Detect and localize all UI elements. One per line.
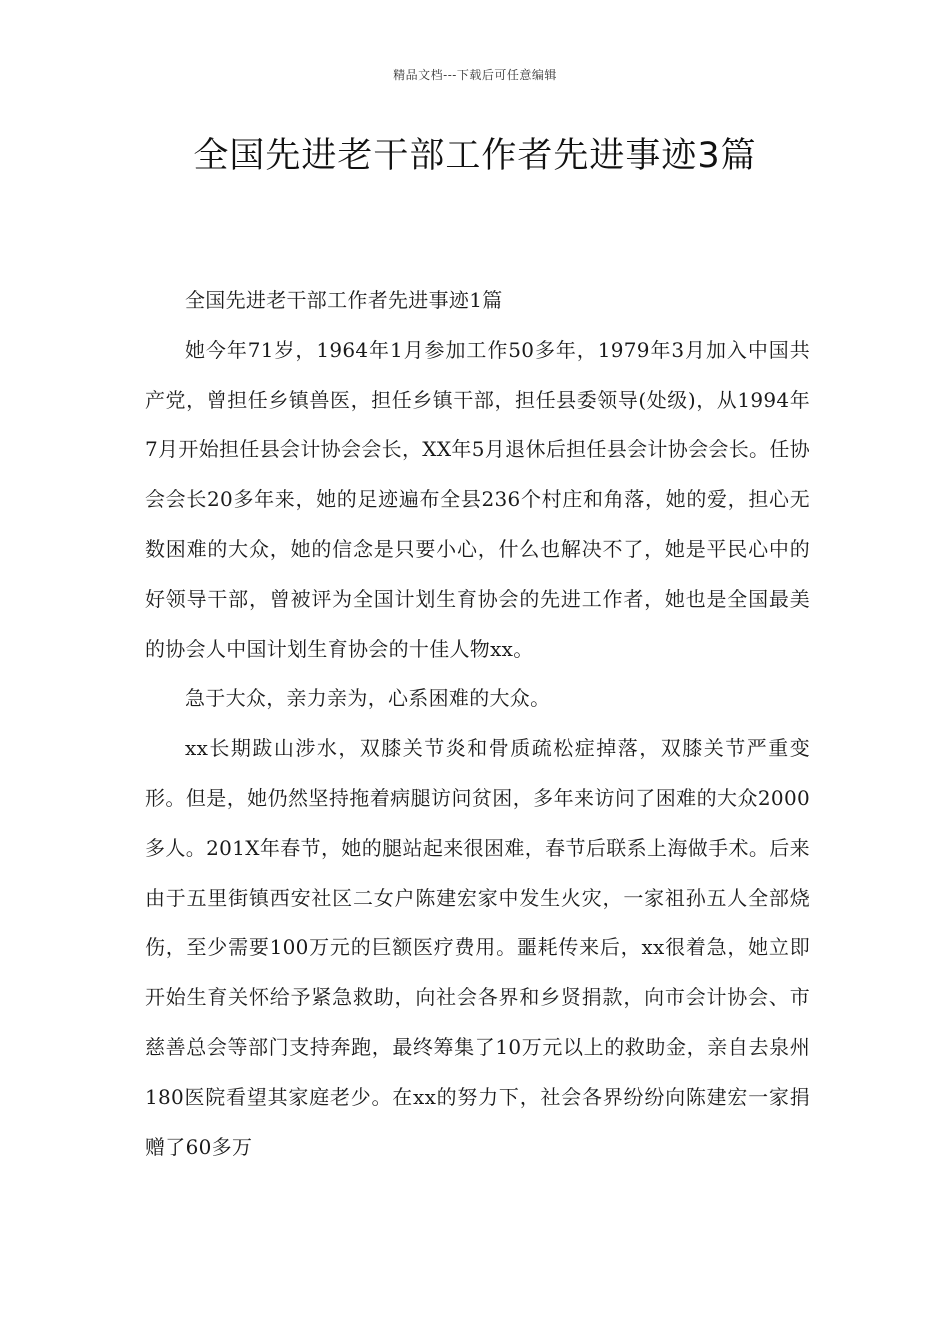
section-heading: 全国先进老干部工作者先进事迹1篇 (185, 288, 503, 312)
paragraph: 她今年71岁，1964年1月参加工作50多年，1979年3月加入中国共产党，曾担任乡镇兽医，担任乡镇干部，担任县委领导(处级)，从1994年7月开始担任县会计协会会长，XX年5月退休后担任县会计协会会长。任协会会长20多年来，她的足迹遍布全县236个村庄和角落，她的爱，担心无数困难的大众，她的信念是只要小心，什么也解决不了，她是平民心中的好领导干部，曾被评为全国计划生育协会的先进工作者，她也是全国最美的协会人中国计划生育协会的十佳人物xx。 (145, 337, 810, 661)
paragraph: 急于大众，亲力亲为，心系困难的大众。 (185, 686, 551, 711)
document-title: 全国先进老干部工作者先进事迹3篇 (193, 136, 757, 176)
document-body (145, 276, 810, 1172)
header-note: 精品文档---下载后可任意编辑 (393, 68, 557, 82)
paragraph: xx长期跋山涉水，双膝关节炎和骨质疏松症掉落，双膝关节严重变形。但是，她仍然坚持拖着病腿访问贫困，多年来访问了困难的大众2000多人。201X年春节，她的腿站起来很困难，春节后联系上海做手术。后来由于五里街镇西安社区二女户陈建宏家中发生火灾，一家祖孙五人全部烧伤，至少需要100万元的巨额医疗费用。噩耗传来后，xx很着急，她立即开始生育关怀给予紧急救助，向社会各界和乡贤捐款，向市会计协会、市慈善总会等部门支持奔跑，最终筹集了10万元以上的救助金，亲自去泉州180医院看望其家庭老少。在xx的努力下，社会各界纷纷向陈建宏一家捐赠了60多万 (145, 736, 810, 1159)
